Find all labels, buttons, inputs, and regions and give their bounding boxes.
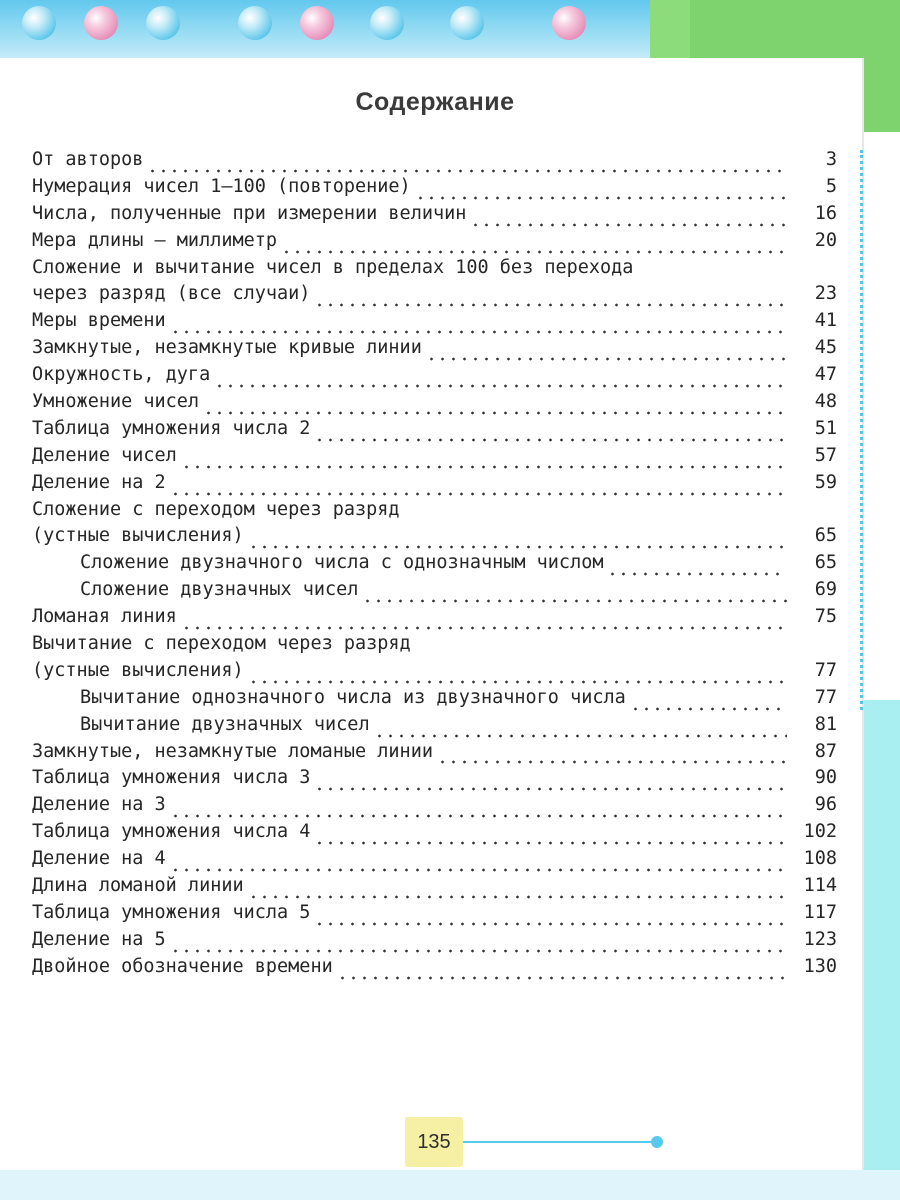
toc-entry bbox=[32, 954, 837, 981]
dot-leader bbox=[170, 799, 787, 819]
toc-entry-page: 96 bbox=[814, 794, 837, 816]
toc-entry-title: Деление чисел bbox=[32, 444, 177, 466]
toc-entry-page: 65 bbox=[814, 525, 837, 547]
toc-entry bbox=[32, 335, 837, 362]
dot-leader bbox=[630, 692, 787, 712]
toc-entry-title: Сложение двузначного числа с однозначным числом bbox=[80, 552, 604, 574]
toc-entry-page: 51 bbox=[814, 417, 837, 439]
toc-entry bbox=[32, 550, 837, 577]
decorative-bead bbox=[146, 6, 180, 40]
decorative-bead bbox=[22, 6, 56, 40]
toc-entry-page: 23 bbox=[814, 283, 837, 305]
toc-entry-title: Ломаная линия bbox=[32, 606, 177, 628]
toc-entry-title: Замкнутые, незамкнутые ломаные линии bbox=[32, 740, 433, 762]
toc-entry bbox=[32, 577, 837, 604]
toc-entry-title: Вычитание двузначных чисел bbox=[80, 713, 370, 735]
toc-entry bbox=[32, 792, 837, 819]
toc-entry-title: Длина ломаной линии bbox=[32, 875, 244, 897]
toc-entry-title: Таблица умножения числа 4 bbox=[32, 821, 311, 843]
toc-entry-page: 90 bbox=[814, 767, 837, 789]
toc-entry bbox=[32, 308, 837, 335]
dot-leader bbox=[314, 288, 787, 308]
toc-entry-title: Таблица умножения числа 2 bbox=[32, 417, 311, 439]
toc-entry-title: Деление на 5 bbox=[32, 928, 166, 950]
toc-entry-title: От авторов bbox=[32, 148, 144, 170]
toc-entry bbox=[32, 389, 837, 416]
toc-entry bbox=[32, 147, 837, 174]
toc-entry bbox=[32, 228, 837, 255]
toc-entry bbox=[32, 739, 837, 766]
decorative-line bbox=[463, 1141, 655, 1143]
decorative-dot bbox=[651, 1136, 663, 1148]
decorative-bead bbox=[84, 6, 118, 40]
toc-entry-page: 77 bbox=[814, 659, 837, 681]
toc-entry-page: 16 bbox=[814, 202, 837, 224]
toc-entry-page: 77 bbox=[814, 686, 837, 708]
dot-leader bbox=[337, 961, 787, 981]
dot-leader bbox=[314, 826, 787, 846]
toc-entry-title: Умножение чисел bbox=[32, 391, 200, 412]
toc-entry-page: 20 bbox=[814, 229, 837, 251]
toc-entry bbox=[32, 362, 837, 389]
toc-entry-title: Двойное обозначение времени bbox=[32, 955, 333, 977]
toc-entry-title: Вычитание однозначного числа из двузначного числа bbox=[80, 686, 626, 708]
dot-leader bbox=[170, 315, 787, 335]
toc-entry-page: 3 bbox=[825, 148, 837, 170]
toc-entry-page: 123 bbox=[803, 928, 837, 950]
toc-entry bbox=[32, 765, 837, 792]
toc-entry-title: Нумерация чисел 1—100 (повторение) bbox=[32, 175, 411, 197]
dot-leader bbox=[415, 181, 787, 201]
dot-leader bbox=[426, 342, 787, 362]
toc-entry-page: 81 bbox=[814, 713, 837, 735]
toc-entry bbox=[32, 846, 837, 873]
decorative-bead bbox=[450, 6, 484, 40]
toc-entry bbox=[32, 873, 837, 900]
dot-leader bbox=[170, 477, 787, 497]
toc-entry bbox=[32, 443, 837, 470]
toc-entry-page: 57 bbox=[814, 444, 837, 466]
dot-leader bbox=[248, 665, 787, 685]
dot-leader bbox=[470, 208, 787, 228]
toc-entry bbox=[32, 281, 837, 308]
toc-entry bbox=[32, 631, 837, 658]
page-title: Содержание bbox=[355, 88, 515, 116]
page-number: 135 bbox=[405, 1117, 463, 1167]
dot-leader bbox=[607, 557, 787, 577]
dot-leader bbox=[314, 772, 787, 792]
dot-leader bbox=[181, 611, 787, 631]
toc-entry-page: 130 bbox=[803, 955, 837, 977]
toc-entry bbox=[32, 470, 837, 497]
dot-leader bbox=[181, 450, 787, 470]
toc-entry-page: 108 bbox=[803, 848, 837, 870]
toc-entry-title: Сложение с переходом через разряд bbox=[32, 498, 400, 520]
toc-entry-title: Мера длины — миллиметр bbox=[32, 229, 278, 251]
toc-entry bbox=[32, 201, 837, 228]
toc-entry bbox=[32, 927, 837, 954]
toc-entry-page: 45 bbox=[814, 337, 837, 359]
toc-entry-title: Окружность, дуга bbox=[32, 364, 211, 386]
toc-entry bbox=[32, 819, 837, 846]
toc-entry-title: (устные вычисления) bbox=[32, 525, 244, 547]
toc-entry bbox=[32, 658, 837, 685]
toc-entry-title: через разряд (все случаи) bbox=[32, 283, 311, 305]
toc-entry-page: 87 bbox=[814, 740, 837, 762]
toc-entry bbox=[32, 712, 837, 739]
toc-entry-page: 69 bbox=[814, 579, 837, 601]
toc-entry bbox=[32, 497, 837, 524]
toc-entry bbox=[32, 255, 837, 282]
toc-entry-title: Деление на 2 bbox=[32, 471, 166, 493]
toc-entry-title: (устные вычисления) bbox=[32, 659, 244, 681]
table-of-contents bbox=[32, 147, 837, 981]
decorative-dotted-edge bbox=[860, 150, 863, 710]
dot-leader bbox=[374, 719, 787, 739]
toc-entry-title: Деление на 4 bbox=[32, 848, 166, 870]
toc-entry bbox=[32, 685, 837, 712]
toc-entry bbox=[32, 604, 837, 631]
toc-entry bbox=[32, 416, 837, 443]
toc-entry-page: 75 bbox=[814, 606, 837, 628]
dot-leader bbox=[248, 530, 787, 550]
dot-leader bbox=[362, 584, 787, 604]
toc-entry bbox=[32, 174, 837, 201]
dot-leader bbox=[248, 880, 787, 900]
toc-entry-page: 47 bbox=[814, 364, 837, 386]
toc-entry-page: 59 bbox=[814, 471, 837, 493]
dot-leader bbox=[214, 369, 787, 389]
toc-entry bbox=[32, 523, 837, 550]
dot-leader bbox=[314, 423, 787, 443]
decorative-bead bbox=[238, 6, 272, 40]
toc-entry-title: Таблица умножения числа 3 bbox=[32, 767, 311, 789]
toc-entry-page: 65 bbox=[814, 552, 837, 574]
toc-entry bbox=[32, 900, 837, 927]
decorative-bead bbox=[300, 6, 334, 40]
dot-leader bbox=[170, 934, 787, 954]
decorative-bead bbox=[552, 6, 586, 40]
toc-entry-page: 114 bbox=[803, 875, 837, 897]
toc-entry-title: Меры времени bbox=[32, 310, 166, 332]
toc-entry-page: 41 bbox=[814, 310, 837, 332]
dot-leader bbox=[437, 745, 787, 765]
toc-entry-title: Таблица умножения числа 5 bbox=[32, 901, 311, 923]
decorative-bead bbox=[370, 6, 404, 40]
toc-entry-title: Замкнутые, незамкнутые кривые линии bbox=[32, 337, 422, 359]
dot-leader bbox=[170, 853, 787, 873]
toc-entry-title: Вычитание с переходом через разряд bbox=[32, 633, 411, 655]
dot-leader bbox=[147, 154, 787, 174]
toc-entry-page: 102 bbox=[803, 821, 837, 843]
dot-leader bbox=[203, 396, 787, 416]
toc-entry-page: 48 bbox=[814, 391, 837, 412]
decorative-bottom-band bbox=[0, 1170, 900, 1200]
toc-entry-page: 5 bbox=[825, 175, 837, 197]
dot-leader bbox=[281, 235, 787, 255]
toc-entry-title: Сложение и вычитание чисел в пределах 100 без перехода bbox=[32, 256, 634, 278]
dot-leader bbox=[314, 907, 787, 927]
toc-entry-title: Деление на 3 bbox=[32, 794, 166, 816]
toc-entry-title: Сложение двузначных чисел bbox=[80, 579, 359, 601]
toc-entry-title: Числа, полученные при измерении величин bbox=[32, 202, 467, 224]
toc-entry-page: 117 bbox=[803, 901, 837, 923]
